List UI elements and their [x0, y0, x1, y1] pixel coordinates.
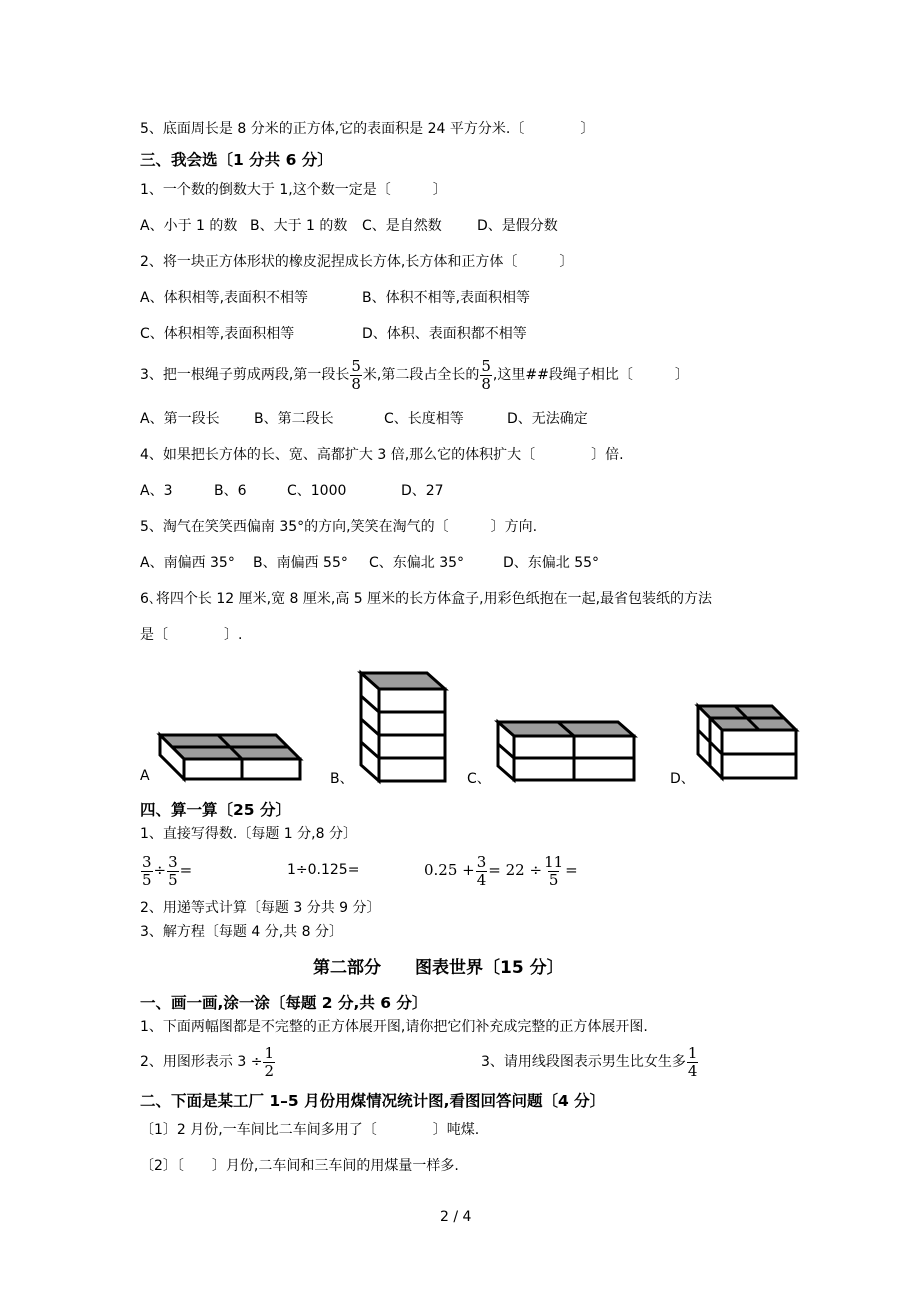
calc-divide-sign: ÷	[153, 861, 167, 879]
q3-stem	[140, 356, 689, 394]
option-c: C、长度相等	[384, 411, 464, 427]
p2-q3-stem	[481, 1040, 699, 1084]
calc-text-a: 0.25 +	[424, 861, 475, 879]
option-d: D、27	[401, 483, 444, 499]
q3-text-1: 3、把一根绳子剪成两段,第一段长	[140, 367, 350, 383]
option-c: C、1000	[287, 483, 347, 499]
option-d: D、体积、表面积都不相等	[362, 326, 527, 342]
calc-expression-3	[424, 848, 578, 892]
q5-stem: 5、淘气在笑笑西偏南 35°的方向,笑笑在淘气的〔 〕方向.	[140, 519, 538, 535]
option-a: A、体积相等,表面积不相等	[140, 290, 309, 306]
q5-options	[140, 553, 599, 573]
q2-options-ab	[140, 288, 530, 308]
figure-a-flat-boxes	[150, 725, 310, 785]
p2-q2-fraction: $\frac{1}{2}$	[264, 1043, 274, 1080]
option-c: C、是自然数	[362, 218, 442, 234]
section-4-title: 四、算一算〔25 分〕	[140, 801, 291, 819]
q2-options-cd	[140, 324, 527, 344]
option-c: C、体积相等,表面积相等	[140, 326, 295, 342]
figure-label-a: A	[140, 768, 150, 784]
q3-text-2: 米,第二段占全长的	[362, 367, 480, 383]
calc-fraction-d: $\frac{11}{5}$	[544, 852, 564, 889]
q1-options	[140, 216, 558, 236]
calc-expression-2: 1÷0.125=	[287, 862, 360, 878]
option-d: D、无法确定	[507, 411, 588, 427]
p2-q2-text: 2、用图形表示 3 ÷	[140, 1054, 263, 1070]
q4-options	[140, 481, 444, 501]
option-d: D、东偏北 55°	[503, 555, 600, 571]
p2-q1-stem: 1、下面两幅图都是不完整的正方体展开图,请你把它们补充成完整的正方体展开图.	[140, 1019, 648, 1035]
q3-options	[140, 409, 588, 429]
p2-s2-q1: 〔1〕2 月份,一车间比二车间多用了〔 〕吨煤.	[140, 1122, 480, 1138]
calc-fraction-a: $\frac{3}{5}$	[142, 852, 152, 889]
calc-text-b: = 22 ÷	[488, 861, 543, 879]
q5-true-false: 5、底面周长是 8 分米的正方体,它的表面积是 24 平方分米.〔 〕	[140, 121, 595, 137]
p2-section-2-title: 二、下面是某工厂 1–5 月份用煤情况统计图,看图回答问题〔4 分〕	[140, 1092, 606, 1110]
q1-stem: 1、一个数的倒数大于 1,这个数一定是〔 〕	[140, 182, 447, 198]
q6-stem-line-2: 是〔 〕.	[140, 627, 243, 643]
calc-fraction-b: $\frac{3}{5}$	[168, 852, 178, 889]
figure-label-c: C、	[467, 771, 491, 787]
option-b: B、第二段长	[254, 411, 334, 427]
s4-q1-stem: 1、直接写得数.〔每题 1 分,8 分〕	[140, 826, 357, 842]
option-a: A、小于 1 的数	[140, 218, 238, 234]
page-number: 2 / 4	[440, 1209, 472, 1225]
p2-section-1-title: 一、画一画,涂一涂〔每题 2 分,共 6 分〕	[140, 994, 428, 1012]
q3-fraction-2: $\frac{5}{8}$	[481, 356, 491, 393]
section-3-title: 三、我会选〔1 分共 6 分〕	[140, 151, 333, 169]
s4-q3-stem: 3、解方程〔每题 4 分,共 8 分〕	[140, 924, 343, 940]
calc-equals-sign: =	[179, 861, 193, 879]
option-a: A、3	[140, 483, 173, 499]
q3-fraction-1: $\frac{5}{8}$	[351, 356, 361, 393]
option-a: A、第一段长	[140, 411, 220, 427]
option-b: B、大于 1 的数	[250, 218, 348, 234]
option-d: D、是假分数	[477, 218, 558, 234]
p2-q3-text: 3、请用线段图表示男生比女生多	[481, 1054, 686, 1070]
option-b: B、南偏西 55°	[253, 555, 348, 571]
option-c: C、东偏北 35°	[369, 555, 465, 571]
q3-text-3: ,这里##段绳子相比〔 〕	[492, 367, 689, 383]
figure-b-stacked-boxes	[355, 665, 455, 790]
calc-equals-sign: =	[565, 861, 578, 879]
p2-q3-fraction: $\frac{1}{4}$	[687, 1043, 698, 1080]
q4-stem: 4、如果把长方体的长、宽、高都扩大 3 倍,那么它的体积扩大〔 〕倍.	[140, 447, 624, 463]
figure-c-stacked-boxes	[490, 712, 640, 792]
option-b: B、体积不相等,表面积相等	[362, 290, 531, 306]
q2-stem: 2、将一块正方体形状的橡皮泥捏成长方体,长方体和正方体〔 〕	[140, 254, 574, 270]
option-a: A、南偏西 35°	[140, 555, 235, 571]
q6-stem-line-1: 6､将四个长 12 厘米,宽 8 厘米,高 5 厘米的长方体盒子,用彩色纸抱在一起,最省包装纸的方法	[140, 591, 713, 607]
p2-q2-stem	[140, 1040, 276, 1084]
option-b: B、6	[214, 483, 247, 499]
figure-d-stacked-boxes	[690, 698, 805, 788]
figure-label-b: B、	[330, 771, 354, 787]
figure-label-d: D、	[670, 771, 695, 787]
calc-row	[140, 848, 192, 892]
part-2-title: 第二部分 图表世界〔15 分〕	[313, 958, 564, 978]
p2-s2-q2: 〔2〕〔 〕月份,二车间和三车间的用煤量一样多.	[140, 1158, 459, 1174]
s4-q2-stem: 2、用递等式计算〔每题 3 分共 9 分〕	[140, 900, 381, 916]
calc-fraction-c: $\frac{3}{4}$	[476, 852, 487, 889]
